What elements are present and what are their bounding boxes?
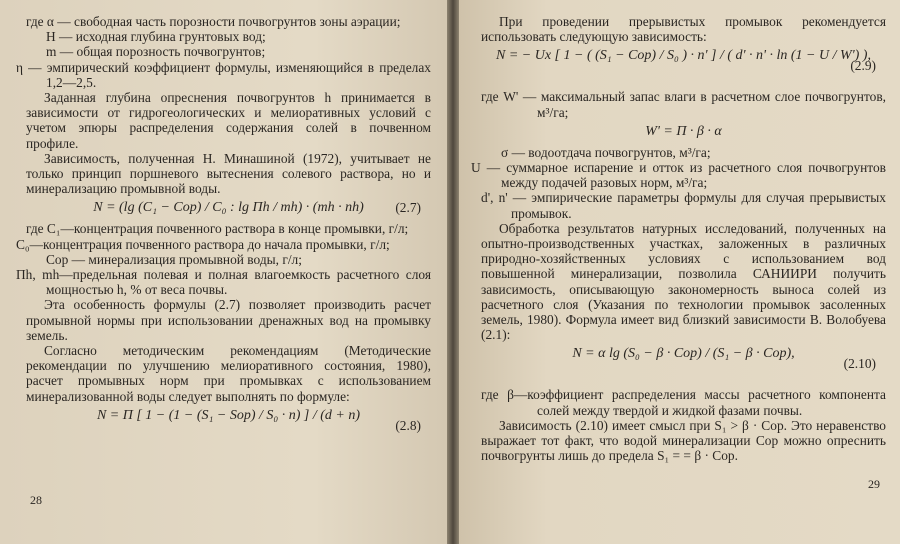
- paragraph: Согласно методическим рекомендациям (Методические рекомендации по улучшению мелиоративного состояния, 1980), расчет промывных норм при промывках с использованием минерализованной воды следует выполнять по формуле:: [26, 343, 431, 404]
- page-number: 28: [30, 493, 42, 507]
- text-line: H — исходная глубина грунтовых вод;: [46, 29, 266, 45]
- page-number: 29: [868, 477, 880, 491]
- text-line: где W' — максимальный запас влаги в расчетном слое почвогрунтов, м³/га;: [481, 89, 886, 120]
- text-line: где C₁—концентрация почвенного раствора в конце промывки, г/л;: [26, 221, 409, 237]
- paragraph: Зависимость, полученная Н. Минашиной (1972), учитывает не только принцип поршневого вытеснения солевого раствора, но и минерализацию промывной воды.: [26, 150, 431, 197]
- paragraph: Обработка результатов натурных исследований, полученных на опытно-производственных участках, заложенных в различных природно-хозяйственных условиях с использованием вод повышенной минерализации, позволила САНИИРИ получить зависимость, описывающую закономерность выноса солей из расчетного слоя (Указания по технологии промывок засоленных земель, 1980). Формула имеет вид близкий зависимости В. Волобуева (2.1):: [481, 220, 886, 343]
- right-page: [459, 0, 900, 544]
- text-line: где α — свободная часть порозности почвогрунтов зоны аэрации;: [26, 14, 401, 29]
- formula-text: N = − Ux [ 1 − ( (S₁ − Cop) / S₀ ) · n' ] / ( d' · n' · ln (1 − U / W') ),: [496, 48, 871, 64]
- formula-text: N = П [ 1 − (1 − (S₁ − Sop) / S₀ · n) ] / (d + n): [96, 407, 361, 423]
- text-line: η — эмпирический коэффициент формулы, изменяющийся в пределах 1,2—2,5.: [16, 59, 431, 90]
- text-line: Cop — минерализация промывной воды, г/л;: [46, 251, 302, 267]
- formula-2-7: [26, 200, 431, 216]
- formula-2-10: [481, 346, 886, 382]
- formula-number: (2.8): [395, 417, 421, 433]
- formula-number: (2.7): [395, 200, 421, 216]
- text-line: Пh, mh—предельная полевая и полная влагоемкость расчетного слоя мощностью h, % от веса почвы.: [16, 267, 431, 298]
- book-gutter: [447, 0, 459, 544]
- text-line: m — общая порозность почвогрунтов;: [46, 44, 266, 60]
- paragraph: Зависимость (2.10) имеет смысл при S₁ > β · Cop. Это неравенство выражает тот факт, что водой минерализации Cop можно опреснить почвогрунты лишь до предела S₁ = = β · Cop.: [481, 417, 886, 464]
- text-line: d', n' — эмпирические параметры формулы для случая прерывистых промывок.: [481, 190, 886, 221]
- formula-2-9: [481, 48, 886, 84]
- text-line: C₀—концентрация почвенного раствора до начала промывки, г/л;: [16, 236, 390, 252]
- paragraph: При проведении прерывистых промывок рекомендуется использовать следующую зависимость:: [481, 14, 886, 45]
- formula-text: N = α lg (S₀ − β · Cop) / (S₁ − β · Cop),: [572, 346, 795, 362]
- formula-number: (2.9): [850, 58, 876, 74]
- formula-2-8: [26, 408, 431, 444]
- text-line: U — суммарное испарение и отток из расчетного слоя почвогрунтов между подачей разовых норм, м³/га;: [471, 160, 886, 191]
- paragraph: Эта особенность формулы (2.7) позволяет производить расчет промывной нормы при использовании дренажных вод на промывку земель.: [26, 297, 431, 343]
- text-line: где β—коэффициент распределения массы расчетного компонента солей между твердой и жидкой фазами почвы.: [481, 387, 886, 418]
- paragraph: Заданная глубина опреснения почвогрунтов h принимается в зависимости от гидрогеологических и мелиоративных условий с учетом эпюры распределения содержания солей в почвенном профиле.: [26, 90, 431, 151]
- text-line: σ — водоотдача почвогрунтов, м³/га;: [501, 144, 711, 160]
- left-page: [0, 0, 447, 544]
- formula-number: (2.10): [843, 356, 876, 372]
- formula-w: W' = П · β · α: [645, 123, 722, 139]
- formula-text: N = (lg (C₁ − Cop) / C₀ : lg Пh / mh) · (mh · nh): [93, 200, 364, 216]
